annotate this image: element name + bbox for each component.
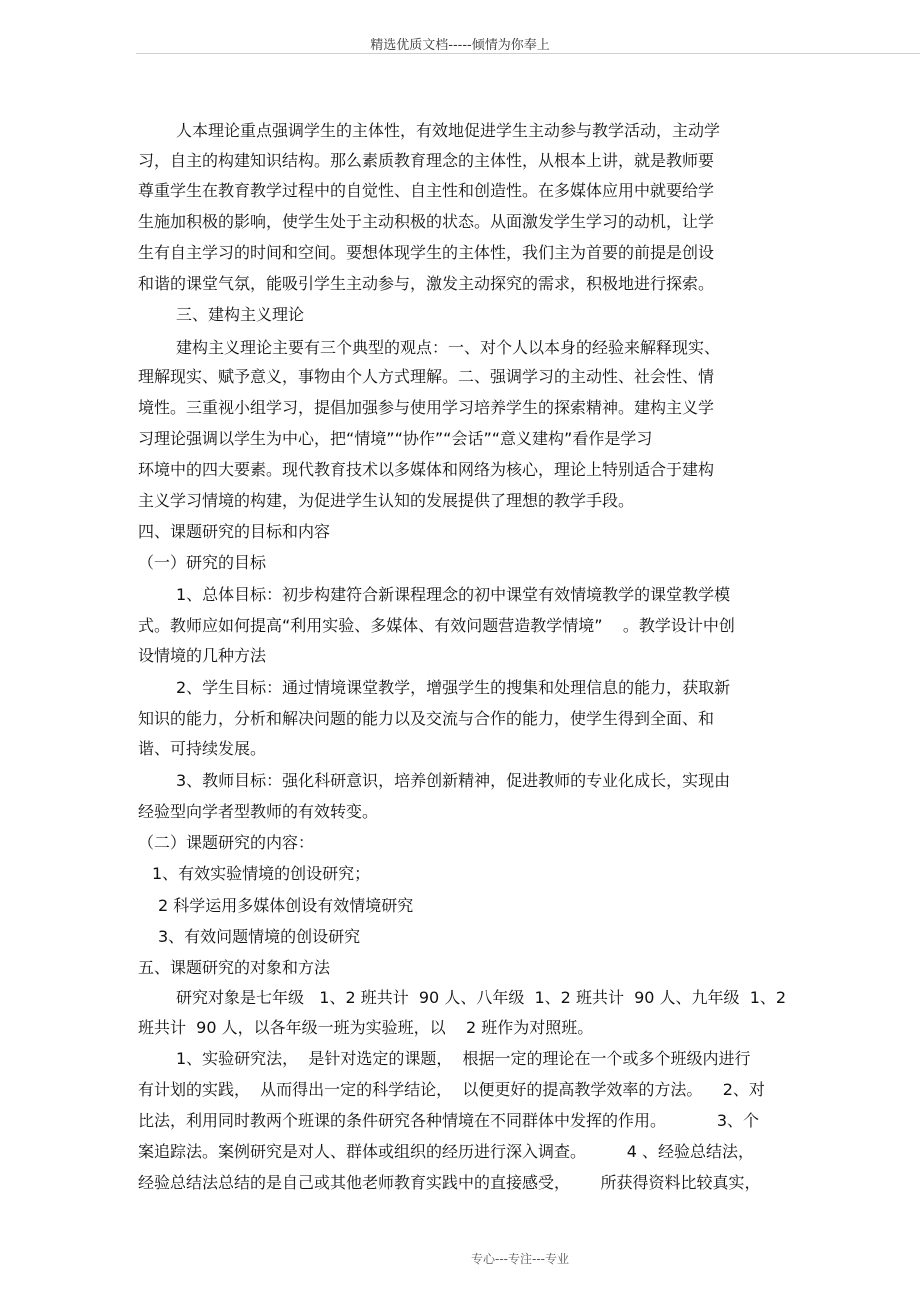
subsection-heading: （二）课题研究的内容： (138, 833, 315, 852)
list-item: 2 科学运用多媒体创设有效情境研究 (158, 896, 414, 915)
list-item: 1、有效实验情境的创设研究； (152, 864, 371, 883)
paragraph-line: 3、教师目标：强化科研意识，培养创新精神，促进教师的专业化成长，实现由 (176, 771, 731, 790)
subsection-heading: （一）研究的目标 (138, 553, 267, 572)
section-heading: 三、建构主义理论 (176, 305, 305, 324)
paragraph-line: 环境中的四大要素。现代教育技术以多媒体和网络为核心，理论上特别适合于建构 (138, 460, 715, 479)
paragraph-line: 比法，利用同时教两个班课的条件研究各种情境在不同群体中发挥的作用。 3、个 (138, 1111, 760, 1130)
paragraph-line: 和谐的课堂气氛，能吸引学生主动参与，激发主动探究的需求，积极地进行探索。 (138, 274, 715, 293)
paragraph-line: 习，自主的构建知识结构。那么素质教育理念的主体性，从根本上讲，就是教师要 (138, 151, 715, 170)
paragraph-line: 设情境的几种方法 (138, 646, 267, 665)
paragraph-line: 生有自主学习的时间和空间。要想体现学生的主体性，我们主为首要的前提是创设 (138, 243, 715, 262)
paragraph-line: 主义学习情境的构建，为促进学生认知的发展提供了理想的教学手段。 (138, 491, 635, 510)
header-divider (136, 53, 920, 54)
paragraph-line: 理解现实、赋予意义，事物由个人方式理解。二、强调学习的主动性、社会性、情 (138, 367, 715, 386)
paragraph-line: 式。教师应如何提高“利用实验、多媒体、有效问题营造教学情境” 。教学设计中创 (138, 616, 735, 635)
paragraph-line: 习理论强调以学生为中心，把“情境”“协作”“会话”“意义建构”看作是学习 (138, 429, 653, 448)
page-header: 精选优质文档-----倾情为你奉上 (370, 38, 550, 53)
paragraph-line: 境性。三重视小组学习，提倡加强参与使用学习培养学生的探索精神。建构主义学 (138, 398, 715, 417)
paragraph-line: 班共计 90 人，以各年级一班为实验班，以 2 班作为对照班。 (138, 1018, 594, 1037)
paragraph-line: 人本理论重点强调学生的主体性，有效地促进学生主动参与教学活动，主动学 (176, 121, 721, 140)
paragraph-line: 2、学生目标：通过情境课堂教学，增强学生的搜集和处理信息的能力，获取新 (176, 678, 731, 697)
paragraph-line: 有计划的实践， 从而得出一定的科学结论， 以便更好的提高教学效率的方法。 2、对 (138, 1080, 765, 1099)
paragraph-line: 谐、可持续发展。 (138, 739, 267, 758)
page-footer: 专心---专注---专业 (471, 1252, 569, 1266)
section-heading: 四、课题研究的目标和内容 (138, 522, 331, 541)
paragraph-line: 经验型向学者型教师的有效转变。 (138, 802, 379, 821)
paragraph-line: 研究对象是七年级 1、2 班共计 90 人、八年级 1、2 班共计 90 人、九年级 1、2 (176, 988, 787, 1007)
list-item: 3、有效问题情境的创设研究 (158, 927, 361, 946)
paragraph-line: 建构主义理论主要有三个典型的观点：一、对个人以本身的经验来解释现实、 (176, 338, 721, 357)
paragraph-line: 1、实验研究法， 是针对选定的课题， 根据一定的理论在一个或多个班级内进行 (176, 1049, 751, 1068)
paragraph-line: 生施加积极的影响，使学生处于主动积极的状态。从面激发学生学习的动机，让学 (138, 212, 715, 231)
paragraph-line: 尊重学生在教育教学过程中的自觉性、自主性和创造性。在多媒体应用中就要给学 (138, 181, 715, 200)
paragraph-line: 经验总结法总结的是自己或其他老师教育实践中的直接感受， 所获得资料比较真实， (138, 1173, 761, 1192)
paragraph-line: 案追踪法。案例研究是对人、群体或组织的经历进行深入调查。 4 、经验总结法， (138, 1142, 754, 1161)
section-heading: 五、课题研究的对象和方法 (138, 958, 331, 977)
paragraph-line: 1、总体目标：初步构建符合新课程理念的初中课堂有效情境教学的课堂教学模 (176, 585, 731, 604)
paragraph-line: 知识的能力，分析和解决问题的能力以及交流与合作的能力，使学生得到全面、和 (138, 709, 715, 728)
